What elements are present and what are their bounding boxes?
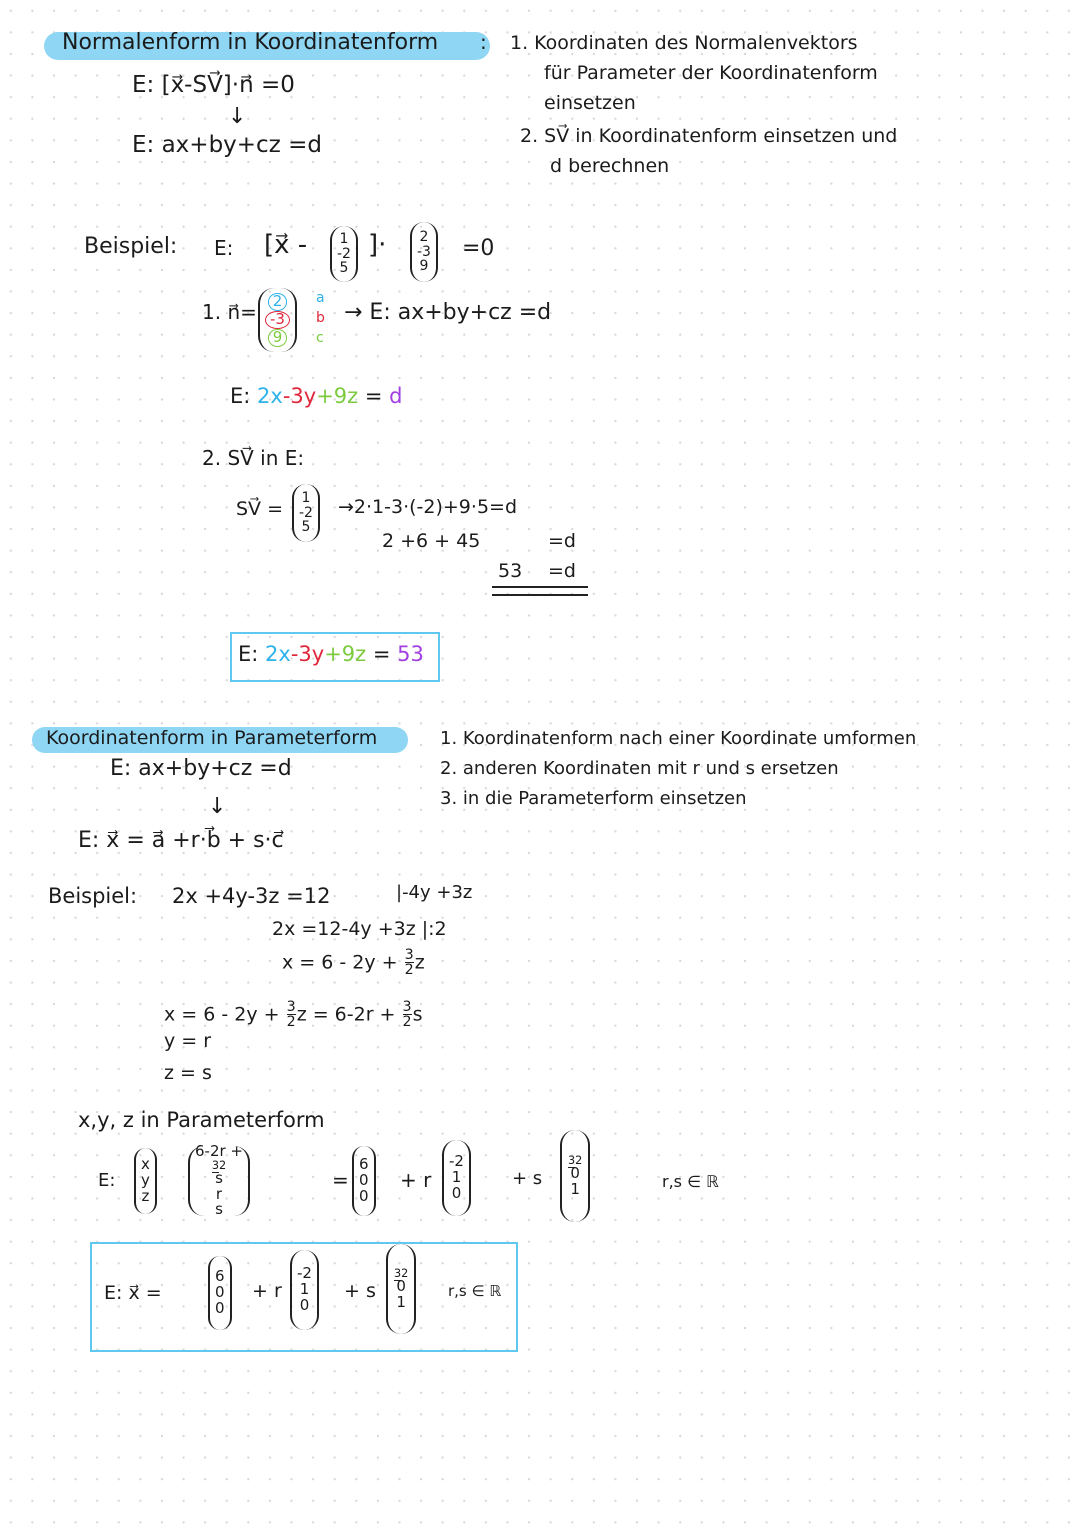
final-plus-s: + s [344, 1280, 376, 1302]
step-2-line2: d berechnen [550, 155, 670, 177]
example-sv-vector: 1 -2 5 [330, 226, 358, 282]
step2-label: 2. SV⃗ in E: [202, 446, 305, 470]
row1-vector-a: 6 0 0 [352, 1146, 376, 1216]
formula-coord-2: E: ax+by+cz =d [110, 756, 292, 781]
z-substitution: z = s [164, 1062, 212, 1084]
heading-normalenform: Normalenform in Koordinatenform [62, 30, 439, 55]
example-2-line3: x = 6 - 2y + $\frac{3}{2}$ z [282, 947, 425, 979]
arrow-down-2: ↓ [208, 794, 227, 819]
row1-rs: r,s ∈ ℝ [662, 1172, 719, 1191]
formula-param: E: x⃗ = a⃗ +r·b⃗ + s·c⃗ [78, 828, 284, 853]
step1-arrow-formula: → E: ax+by+cz =d [344, 300, 552, 325]
arrow-down-1: ↓ [228, 104, 247, 129]
s2-step-1: 1. Koordinatenform nach einer Koordinate umformen [440, 728, 917, 749]
final-vector-c: 32 0 1 [386, 1244, 416, 1334]
example-2-line2: 2x =12-4y +3z |:2 [272, 918, 447, 940]
step-1-line2: für Parameter der Koordinatenform [544, 62, 878, 84]
example-label-2: Beispiel: [48, 884, 138, 908]
final-label: E: x⃗ = [104, 1282, 162, 1304]
x-substitution: x = 6 - 2y + $\frac{3}{2}$ z = 6-2r + $\frac{3}{2}$ s [164, 999, 423, 1031]
step-1-line1: 1. Koordinaten des Normalenvektors [510, 32, 858, 54]
example-n-vector: 2 -3 9 [410, 222, 438, 282]
row1-vector-b: -2 1 0 [442, 1140, 471, 1216]
example-eq-zero: =0 [462, 236, 495, 261]
sv-label: SV⃗ = [236, 498, 284, 520]
step-2-line1: 2. SV⃗ in Koordinatenform einsetzen und [520, 125, 898, 147]
result-equation: E: 2x-3y+9z = 53 [238, 642, 424, 666]
row1-e: E: [98, 1170, 116, 1191]
example-label-1: Beispiel: [84, 234, 178, 259]
step1-label: 1. n⃗= [202, 300, 257, 324]
label-b: b [316, 310, 325, 326]
label-a: a [316, 290, 325, 306]
xyz-vector: x y z [134, 1148, 157, 1214]
calc-line-2-eq: =d [548, 530, 576, 552]
formula-coord-1: E: ax+by+cz =d [132, 132, 322, 158]
row1-eq: = [332, 1168, 349, 1192]
calc-line-2: 2 +6 + 45 [382, 530, 481, 552]
example-e: E: [214, 236, 234, 260]
final-plus-r: + r [252, 1280, 282, 1302]
heading-colon: : [480, 30, 487, 54]
row1-plus-s: + s [512, 1168, 543, 1189]
result-double-underline [492, 586, 588, 596]
sv-vector: 1 -2 5 [292, 484, 320, 542]
example-2-equation: 2x +4y-3z =12 [172, 884, 331, 908]
example-2-op1: |-4y +3z [396, 882, 473, 903]
formula-normal: E: [x⃗-SV⃗]·n⃗ =0 [132, 72, 295, 98]
step-1-line3: einsetzen [544, 92, 636, 114]
s2-step-3: 3. in die Parameterform einsetzen [440, 788, 747, 809]
y-substitution: y = r [164, 1030, 212, 1052]
substituted-vector: 6-2r + 32 s r s [188, 1146, 250, 1216]
calc-line-3-val: 53 [498, 560, 523, 582]
heading-koordinatenform: Koordinatenform in Parameterform [46, 727, 378, 749]
plane-equation-d: E: 2x-3y+9z = d [230, 384, 403, 408]
final-rs: r,s ∈ ℝ [448, 1282, 502, 1300]
row1-plus-r: + r [400, 1168, 432, 1192]
final-vector-b: -2 1 0 [290, 1250, 319, 1330]
s2-step-2: 2. anderen Koordinaten mit r und s ersetzen [440, 758, 839, 779]
final-vector-a: 6 0 0 [208, 1256, 232, 1330]
xyz-parameterform-label: x,y, z in Parameterform [78, 1108, 325, 1132]
example-bracket-open: [x⃗ - [264, 230, 308, 260]
row1-vector-c: 32 0 1 [560, 1130, 590, 1222]
calc-line-1: →2·1-3·(-2)+9·5=d [338, 496, 518, 518]
calc-line-3-eq: =d [548, 560, 576, 582]
step1-n-vector: 2 -3 9 [258, 288, 297, 352]
label-c: c [316, 330, 324, 346]
example-bracket-close: ]· [368, 230, 387, 260]
